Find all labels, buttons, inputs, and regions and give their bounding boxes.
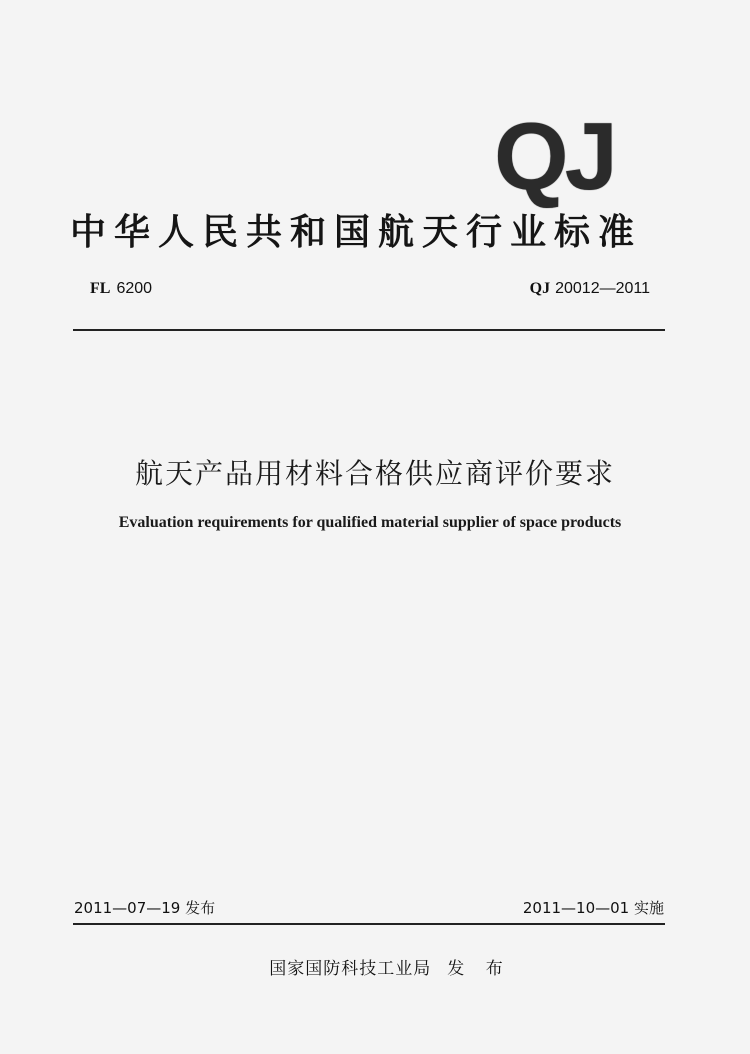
issuer-action: 发 布 — [447, 959, 511, 979]
classification-number: 6200 — [116, 280, 153, 297]
issuer-name: 国家国防科技工业局 — [269, 959, 432, 979]
standard-code-prefix: QJ — [529, 280, 551, 297]
footer-divider — [73, 923, 665, 925]
standard-code — [530, 280, 650, 298]
classification-code — [90, 280, 152, 298]
standard-title: 中华人民共和国航天行业标准 — [70, 212, 643, 253]
publish-date: 2011—07—19 发布 — [74, 899, 216, 917]
document-title-en: Evaluation requirements for qualified material supplier of space products — [118, 514, 622, 531]
issuer-line — [0, 954, 750, 979]
effective-date: 2011—10—01 实施 — [522, 899, 664, 917]
header-divider — [73, 329, 665, 331]
standard-code-number: 20012—2011 — [555, 280, 650, 297]
qj-logo: QJ — [494, 103, 615, 210]
classification-prefix: FL — [90, 280, 111, 297]
document-title-cn: 航天产品用材料合格供应商评价要求 — [134, 457, 615, 490]
